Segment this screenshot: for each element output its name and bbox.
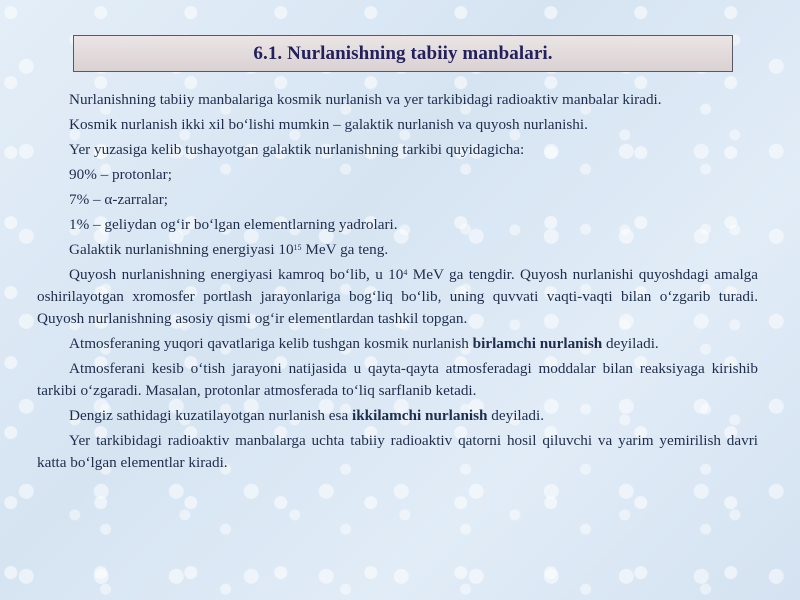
paragraph-galactic-composition: Yer yuzasiga kelib tushayotgan galaktik nurlanishning tarkibi quyidagicha:: [69, 141, 525, 158]
title-box: [73, 35, 733, 72]
paragraph-atmosphere-passage: Atmosferani kesib o‘tish jarayoni natijasida u qayta-qayta atmosferadagi moddalar bilan reaksiyaga kirishib tarkibi o‘zgaradi. Masalan, protonlar atmosferada to‘liq sarflanib ketadi.: [37, 360, 758, 399]
exponent: 4: [403, 268, 408, 277]
paragraph-earth-sources: Yer tarkibidagi radioaktiv manbalarga uchta tabiiy radioaktiv qatorni hosil qiluvchi va yarim yemirilish davri katta bo‘lgan elementlar kiradi.: [37, 432, 758, 471]
list-item-alpha: 7% – α-zarralar;: [69, 191, 169, 208]
term-primary-radiation: birlamchi nurlanish: [472, 335, 603, 352]
exponent: 15: [293, 243, 302, 252]
text-segment: deyiladi.: [602, 335, 659, 352]
text-segment: Galaktik nurlanishning energiyasi 10: [69, 241, 294, 258]
text-segment: deyiladi.: [487, 407, 544, 424]
paragraph-cosmic-types: Kosmik nurlanish ikki xil bo‘lishi mumkin – galaktik nurlanish va quyosh nurlanishi.: [69, 116, 588, 133]
text-segment: MeV ga tengdir. Quyosh nurlanishi quyoshdagi amalga oshirilayotgan xromosfer portlash jarayonlariga bog‘liq bo‘lib, uning quvvati vaqti-vaqti bilan o‘zgarib turadi. Quyosh nurlanishning asosiy qismi og‘ir elementlardan tashkil topgan.: [37, 266, 758, 327]
list-item-heavy-nuclei: 1% – geliydan og‘ir bo‘lgan elementlarning yadrolari.: [69, 216, 398, 233]
term-secondary-radiation: ikkilamchi nurlanish: [352, 407, 488, 424]
list-item-protons: 90% – protonlar;: [69, 166, 172, 183]
paragraph-solar-energy: [37, 264, 758, 330]
text-segment: Dengiz sathidagi kuzatilayotgan nurlanish esa: [69, 407, 352, 424]
text-segment: Quyosh nurlanishning energiyasi kamroq bo‘lib, u 10: [69, 266, 404, 283]
document-body: [37, 89, 758, 477]
paragraph-galactic-energy: [37, 239, 758, 261]
paragraph-secondary-radiation: [37, 405, 758, 427]
section-title: 6.1. Nurlanishning tabiiy manbalari.: [253, 42, 553, 64]
paragraph-primary-radiation: [37, 333, 758, 355]
text-segment: MeV ga teng.: [301, 241, 389, 258]
text-segment: Atmosferaning yuqori qavatlariga kelib tushgan kosmik nurlanish: [69, 335, 473, 352]
paragraph-intro: Nurlanishning tabiiy manbalariga kosmik nurlanish va yer tarkibidagi radioaktiv manbalar kiradi.: [69, 91, 662, 108]
